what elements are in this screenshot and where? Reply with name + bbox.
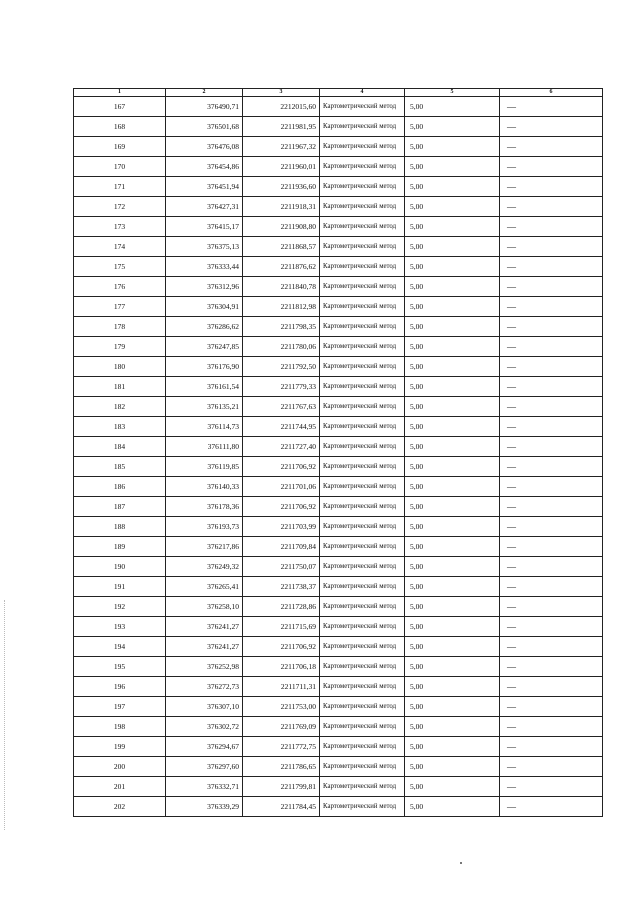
table-row (74, 157, 603, 177)
cell-method: Картометрический метод (320, 737, 405, 757)
cell-point-number: 200 (74, 757, 166, 777)
cell-point-number: 186 (74, 477, 166, 497)
cell-y-coordinate: 2211703,99 (243, 517, 320, 537)
cell-x-coordinate: 376272,73 (166, 677, 243, 697)
cell-accuracy: 5,00 (405, 457, 500, 477)
cell-method: Картометрический метод (320, 557, 405, 577)
cell-accuracy: 5,00 (405, 417, 500, 437)
cell-method: Картометрический метод (320, 637, 405, 657)
cell-method: Картометрический метод (320, 417, 405, 437)
cell-accuracy: 5,00 (405, 777, 500, 797)
table-row (74, 357, 603, 377)
table-row (74, 517, 603, 537)
cell-point-number: 169 (74, 137, 166, 157)
cell-accuracy: 5,00 (405, 717, 500, 737)
cell-y-coordinate: 2211769,09 (243, 717, 320, 737)
cell-method: Картометрический метод (320, 197, 405, 217)
cell-method: Картометрический метод (320, 177, 405, 197)
cell-point-number: 187 (74, 497, 166, 517)
cell-accuracy: 5,00 (405, 657, 500, 677)
cell-y-coordinate: 2211798,35 (243, 317, 320, 337)
cell-accuracy: 5,00 (405, 157, 500, 177)
cell-point-number: 198 (74, 717, 166, 737)
cell-y-coordinate: 2211753,00 (243, 697, 320, 717)
cell-point-number: 178 (74, 317, 166, 337)
table-row (74, 217, 603, 237)
cell-method: Картометрический метод (320, 657, 405, 677)
cell-y-coordinate: 2211799,81 (243, 777, 320, 797)
table-row (74, 617, 603, 637)
col-header-description: 6 (500, 89, 603, 97)
cell-point-number: 188 (74, 517, 166, 537)
cell-y-coordinate: 2211750,07 (243, 557, 320, 577)
cell-accuracy: 5,00 (405, 557, 500, 577)
cell-accuracy: 5,00 (405, 337, 500, 357)
table-row (74, 397, 603, 417)
cell-description: — (500, 697, 603, 717)
cell-point-number: 192 (74, 597, 166, 617)
cell-description: — (500, 797, 603, 817)
cell-point-number: 174 (74, 237, 166, 257)
cell-y-coordinate: 2211701,06 (243, 477, 320, 497)
cell-y-coordinate: 2211715,69 (243, 617, 320, 637)
table-row (74, 577, 603, 597)
cell-point-number: 189 (74, 537, 166, 557)
cell-x-coordinate: 376135,21 (166, 397, 243, 417)
cell-description: — (500, 197, 603, 217)
cell-x-coordinate: 376193,73 (166, 517, 243, 537)
table-row (74, 197, 603, 217)
cell-y-coordinate: 2211706,92 (243, 497, 320, 517)
cell-point-number: 202 (74, 797, 166, 817)
cell-accuracy: 5,00 (405, 317, 500, 337)
scan-speck (460, 862, 462, 864)
cell-method: Картометрический метод (320, 517, 405, 537)
cell-y-coordinate: 2211709,84 (243, 537, 320, 557)
cell-x-coordinate: 376333,44 (166, 257, 243, 277)
cell-accuracy: 5,00 (405, 197, 500, 217)
cell-x-coordinate: 376312,96 (166, 277, 243, 297)
cell-y-coordinate: 2211792,50 (243, 357, 320, 377)
table-row (74, 717, 603, 737)
table-row (74, 557, 603, 577)
cell-y-coordinate: 2211706,18 (243, 657, 320, 677)
cell-accuracy: 5,00 (405, 697, 500, 717)
col-header-accuracy: 5 (405, 89, 500, 97)
table-row (74, 497, 603, 517)
cell-point-number: 176 (74, 277, 166, 297)
cell-x-coordinate: 376427,31 (166, 197, 243, 217)
cell-x-coordinate: 376415,17 (166, 217, 243, 237)
cell-description: — (500, 537, 603, 557)
cell-y-coordinate: 2211744,95 (243, 417, 320, 437)
cell-method: Картометрический метод (320, 397, 405, 417)
cell-x-coordinate: 376247,85 (166, 337, 243, 357)
cell-accuracy: 5,00 (405, 737, 500, 757)
cell-point-number: 181 (74, 377, 166, 397)
cell-point-number: 182 (74, 397, 166, 417)
table-row (74, 457, 603, 477)
cell-method: Картометрический метод (320, 317, 405, 337)
cell-description: — (500, 437, 603, 457)
table-row (74, 437, 603, 457)
cell-y-coordinate: 2211868,57 (243, 237, 320, 257)
cell-description: — (500, 377, 603, 397)
cell-description: — (500, 357, 603, 377)
cell-accuracy: 5,00 (405, 397, 500, 417)
cell-x-coordinate: 376111,80 (166, 437, 243, 457)
cell-y-coordinate: 2211876,62 (243, 257, 320, 277)
cell-point-number: 191 (74, 577, 166, 597)
cell-x-coordinate: 376249,32 (166, 557, 243, 577)
cell-method: Картометрический метод (320, 97, 405, 117)
cell-description: — (500, 557, 603, 577)
cell-description: — (500, 457, 603, 477)
cell-method: Картометрический метод (320, 677, 405, 697)
cell-x-coordinate: 376332,71 (166, 777, 243, 797)
cell-accuracy: 5,00 (405, 597, 500, 617)
cell-point-number: 194 (74, 637, 166, 657)
cell-y-coordinate: 2211706,92 (243, 637, 320, 657)
cell-point-number: 201 (74, 777, 166, 797)
cell-accuracy: 5,00 (405, 437, 500, 457)
table-row (74, 597, 603, 617)
cell-method: Картометрический метод (320, 377, 405, 397)
table-row (74, 677, 603, 697)
cell-description: — (500, 297, 603, 317)
cell-method: Картометрический метод (320, 457, 405, 477)
cell-y-coordinate: 2211967,32 (243, 137, 320, 157)
cell-point-number: 180 (74, 357, 166, 377)
cell-point-number: 185 (74, 457, 166, 477)
cell-point-number: 184 (74, 437, 166, 457)
cell-y-coordinate: 2211767,63 (243, 397, 320, 417)
table-row (74, 637, 603, 657)
cell-y-coordinate: 2211728,86 (243, 597, 320, 617)
cell-point-number: 197 (74, 697, 166, 717)
cell-method: Картометрический метод (320, 277, 405, 297)
cell-y-coordinate: 2211786,65 (243, 757, 320, 777)
cell-description: — (500, 737, 603, 757)
cell-accuracy: 5,00 (405, 277, 500, 297)
cell-description: — (500, 237, 603, 257)
table-row (74, 177, 603, 197)
cell-description: — (500, 597, 603, 617)
cell-description: — (500, 517, 603, 537)
cell-method: Картометрический метод (320, 357, 405, 377)
cell-accuracy: 5,00 (405, 217, 500, 237)
cell-y-coordinate: 2211727,40 (243, 437, 320, 457)
cell-point-number: 177 (74, 297, 166, 317)
cell-method: Картометрический метод (320, 217, 405, 237)
cell-point-number: 167 (74, 97, 166, 117)
cell-y-coordinate: 2211936,60 (243, 177, 320, 197)
table-body (74, 97, 603, 817)
cell-method: Картометрический метод (320, 257, 405, 277)
cell-x-coordinate: 376490,71 (166, 97, 243, 117)
cell-method: Картометрический метод (320, 717, 405, 737)
cell-point-number: 171 (74, 177, 166, 197)
cell-description: — (500, 277, 603, 297)
cell-accuracy: 5,00 (405, 617, 500, 637)
cell-point-number: 193 (74, 617, 166, 637)
table-row (74, 477, 603, 497)
cell-description: — (500, 777, 603, 797)
cell-method: Картометрический метод (320, 297, 405, 317)
cell-point-number: 199 (74, 737, 166, 757)
table-row (74, 697, 603, 717)
cell-x-coordinate: 376476,08 (166, 137, 243, 157)
cell-accuracy: 5,00 (405, 497, 500, 517)
cell-accuracy: 5,00 (405, 97, 500, 117)
cell-x-coordinate: 376302,72 (166, 717, 243, 737)
table-row (74, 337, 603, 357)
table-row (74, 377, 603, 397)
cell-description: — (500, 157, 603, 177)
cell-accuracy: 5,00 (405, 257, 500, 277)
cell-method: Картометрический метод (320, 537, 405, 557)
cell-description: — (500, 497, 603, 517)
cell-y-coordinate: 2212015,60 (243, 97, 320, 117)
cell-x-coordinate: 376304,91 (166, 297, 243, 317)
cell-accuracy: 5,00 (405, 677, 500, 697)
cell-accuracy: 5,00 (405, 377, 500, 397)
table-header (74, 89, 603, 97)
cell-description: — (500, 677, 603, 697)
col-header-method: 4 (320, 89, 405, 97)
cell-x-coordinate: 376217,86 (166, 537, 243, 557)
table-row (74, 97, 603, 117)
cell-accuracy: 5,00 (405, 137, 500, 157)
cell-point-number: 170 (74, 157, 166, 177)
cell-x-coordinate: 376339,29 (166, 797, 243, 817)
cell-point-number: 179 (74, 337, 166, 357)
cell-accuracy: 5,00 (405, 237, 500, 257)
cell-point-number: 183 (74, 417, 166, 437)
table-row (74, 237, 603, 257)
header-row (74, 89, 603, 97)
cell-description: — (500, 657, 603, 677)
cell-point-number: 168 (74, 117, 166, 137)
table-row (74, 317, 603, 337)
table-row (74, 257, 603, 277)
cell-point-number: 173 (74, 217, 166, 237)
cell-x-coordinate: 376241,27 (166, 637, 243, 657)
cell-point-number: 175 (74, 257, 166, 277)
cell-x-coordinate: 376454,86 (166, 157, 243, 177)
cell-accuracy: 5,00 (405, 517, 500, 537)
cell-method: Картометрический метод (320, 117, 405, 137)
cell-x-coordinate: 376119,85 (166, 457, 243, 477)
table-row (74, 537, 603, 557)
cell-x-coordinate: 376178,36 (166, 497, 243, 517)
cell-description: — (500, 477, 603, 497)
cell-method: Картометрический метод (320, 337, 405, 357)
cell-x-coordinate: 376294,67 (166, 737, 243, 757)
table-row (74, 657, 603, 677)
cell-x-coordinate: 376114,73 (166, 417, 243, 437)
col-header-y-coordinate: 3 (243, 89, 320, 97)
cell-y-coordinate: 2211918,31 (243, 197, 320, 217)
cell-description: — (500, 637, 603, 657)
cell-description: — (500, 337, 603, 357)
cell-x-coordinate: 376252,98 (166, 657, 243, 677)
col-header-point-number: 1 (74, 89, 166, 97)
table-row (74, 277, 603, 297)
table-row (74, 137, 603, 157)
cell-x-coordinate: 376451,94 (166, 177, 243, 197)
cell-y-coordinate: 2211772,75 (243, 737, 320, 757)
cell-accuracy: 5,00 (405, 797, 500, 817)
cell-accuracy: 5,00 (405, 357, 500, 377)
cell-method: Картометрический метод (320, 157, 405, 177)
cell-point-number: 196 (74, 677, 166, 697)
cell-method: Картометрический метод (320, 797, 405, 817)
cell-y-coordinate: 2211706,92 (243, 457, 320, 477)
cell-description: — (500, 137, 603, 157)
table-row (74, 737, 603, 757)
cell-x-coordinate: 376140,33 (166, 477, 243, 497)
cell-y-coordinate: 2211738,37 (243, 577, 320, 597)
cell-accuracy: 5,00 (405, 537, 500, 557)
cell-x-coordinate: 376307,10 (166, 697, 243, 717)
cell-description: — (500, 757, 603, 777)
cell-accuracy: 5,00 (405, 477, 500, 497)
cell-x-coordinate: 376258,10 (166, 597, 243, 617)
table-row (74, 297, 603, 317)
cell-accuracy: 5,00 (405, 577, 500, 597)
cell-y-coordinate: 2211981,95 (243, 117, 320, 137)
cell-point-number: 195 (74, 657, 166, 677)
cell-y-coordinate: 2211960,01 (243, 157, 320, 177)
cell-method: Картометрический метод (320, 777, 405, 797)
cell-x-coordinate: 376501,68 (166, 117, 243, 137)
cell-description: — (500, 177, 603, 197)
cell-method: Картометрический метод (320, 237, 405, 257)
table-row (74, 417, 603, 437)
table-row (74, 797, 603, 817)
table-row (74, 757, 603, 777)
cell-point-number: 190 (74, 557, 166, 577)
cell-method: Картометрический метод (320, 437, 405, 457)
table-row (74, 117, 603, 137)
cell-y-coordinate: 2211711,31 (243, 677, 320, 697)
cell-description: — (500, 417, 603, 437)
cell-accuracy: 5,00 (405, 637, 500, 657)
cell-description: — (500, 577, 603, 597)
cell-accuracy: 5,00 (405, 117, 500, 137)
cell-y-coordinate: 2211840,78 (243, 277, 320, 297)
cell-description: — (500, 317, 603, 337)
cell-x-coordinate: 376297,60 (166, 757, 243, 777)
cell-y-coordinate: 2211784,45 (243, 797, 320, 817)
cell-x-coordinate: 376176,90 (166, 357, 243, 377)
cell-description: — (500, 617, 603, 637)
cell-description: — (500, 257, 603, 277)
cell-x-coordinate: 376265,41 (166, 577, 243, 597)
cell-description: — (500, 217, 603, 237)
cell-accuracy: 5,00 (405, 757, 500, 777)
cell-accuracy: 5,00 (405, 177, 500, 197)
cell-method: Картометрический метод (320, 697, 405, 717)
cell-method: Картометрический метод (320, 497, 405, 517)
cell-x-coordinate: 376375,13 (166, 237, 243, 257)
cell-method: Картометрический метод (320, 597, 405, 617)
cell-x-coordinate: 376241,27 (166, 617, 243, 637)
cell-x-coordinate: 376161,54 (166, 377, 243, 397)
cell-method: Картометрический метод (320, 137, 405, 157)
cell-y-coordinate: 2211780,06 (243, 337, 320, 357)
cell-x-coordinate: 376286,62 (166, 317, 243, 337)
col-header-x-coordinate: 2 (166, 89, 243, 97)
cell-method: Картометрический метод (320, 577, 405, 597)
scan-edge-marks (4, 600, 7, 830)
cell-y-coordinate: 2211812,98 (243, 297, 320, 317)
cell-description: — (500, 717, 603, 737)
cell-description: — (500, 97, 603, 117)
cell-point-number: 172 (74, 197, 166, 217)
cell-method: Картометрический метод (320, 757, 405, 777)
table-row (74, 777, 603, 797)
cell-method: Картометрический метод (320, 477, 405, 497)
coordinates-table (73, 88, 603, 817)
cell-method: Картометрический метод (320, 617, 405, 637)
cell-description: — (500, 397, 603, 417)
cell-y-coordinate: 2211908,80 (243, 217, 320, 237)
cell-description: — (500, 117, 603, 137)
cell-y-coordinate: 2211779,33 (243, 377, 320, 397)
cell-accuracy: 5,00 (405, 297, 500, 317)
